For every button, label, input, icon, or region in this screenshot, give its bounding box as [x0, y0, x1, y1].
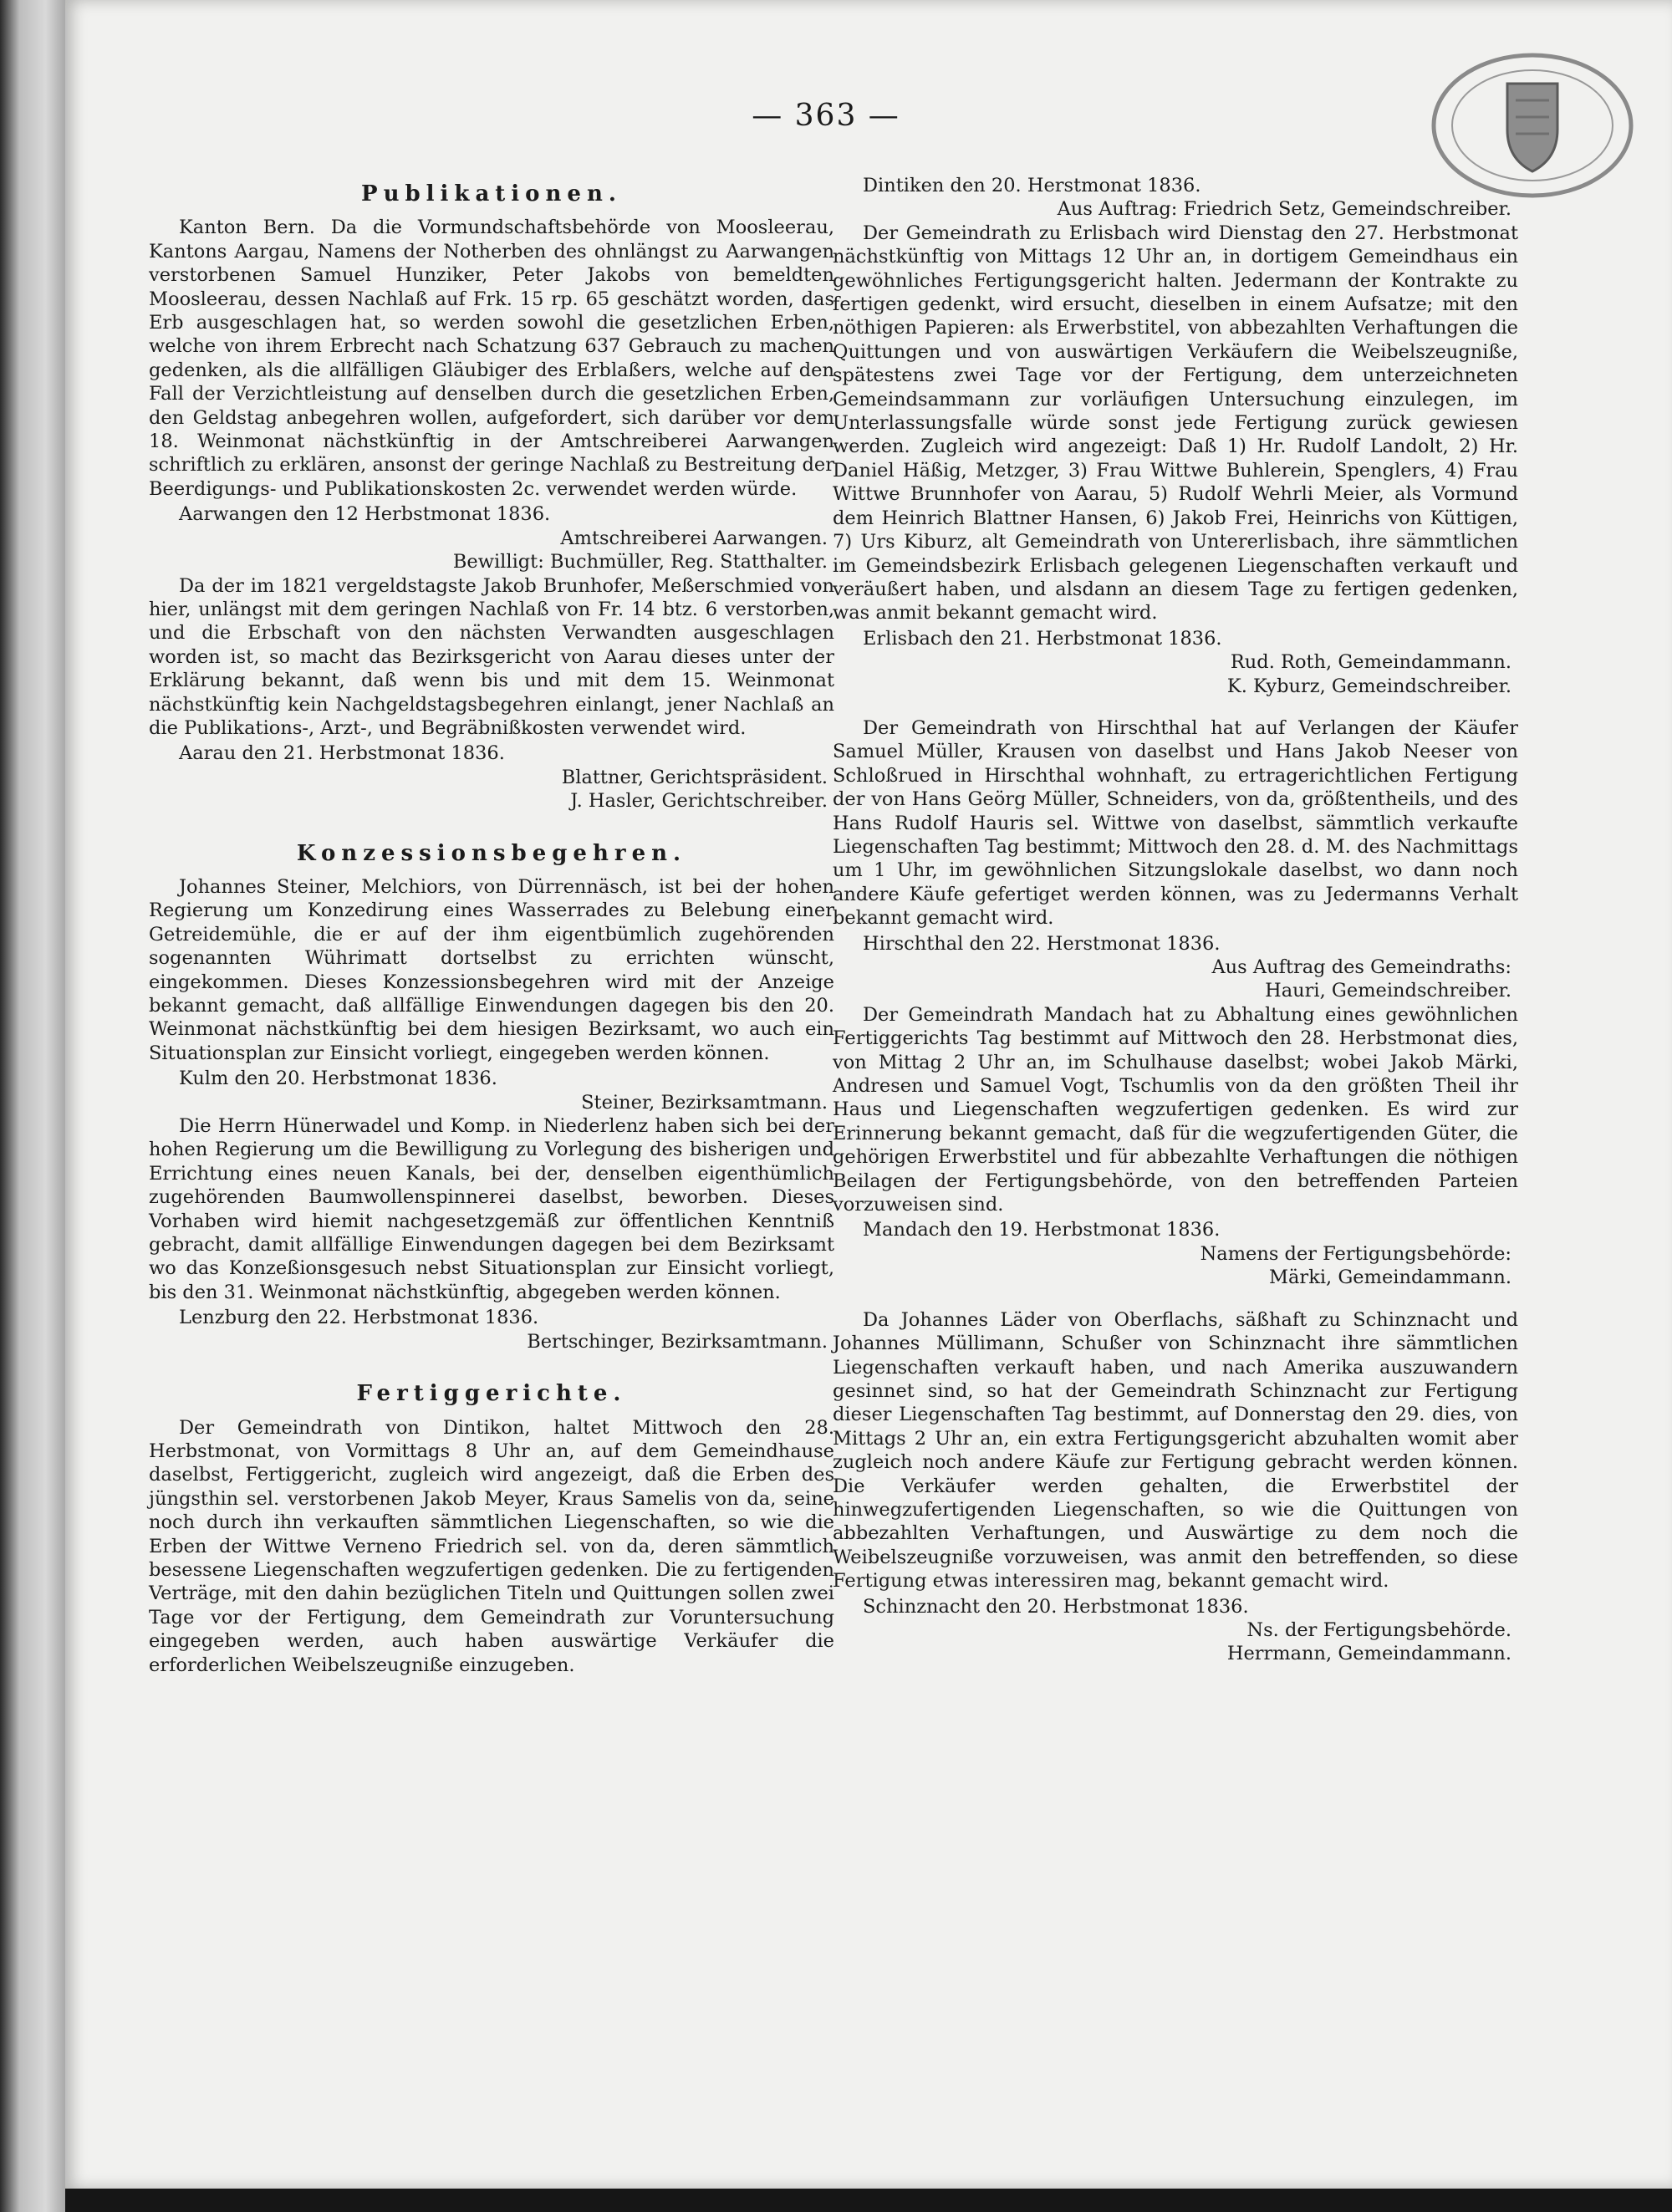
- signature-amtschreiberei: Amtschreiberei Aarwangen.: [560, 527, 828, 549]
- signature-setz: Aus Auftrag: Friedrich Setz, Gemeindschreiber.: [1057, 198, 1511, 221]
- signature-hauri: Hauri, Gemeindschreiber.: [1265, 980, 1511, 1002]
- heading-fertiggerichte: Fertiggerichte.: [356, 1381, 627, 1407]
- signature-hasler: J. Hasler, Gerichtschreiber.: [570, 790, 828, 813]
- notice-moosleerau: Kanton Bern. Da die Vormundschaftsbehörde von Moosleerau, Kantons Aargau, Namens der Notherben des ohnlängst zu Aarwangen verstorbenen Samuel Hunziker, Peter Jakobs von bemeldten Moosleerau, dessen Nachlaß auf Frk. 15 rp. 65 geschätzt worden, das Erb ausgeschlagen hat, so werden sowohl die gesetzlichen Erben, welche von ihrem Erbrecht nach Schatzung 637 Gebrauch zu machen gedenken, als die allfälligen Gläubiger des Erblaßers, welche auf den Fall der Verzichtleistung auf denselben durch die gesetzlichen Erben, den Geldstag anbegehren wollen, aufgefordert, sich darüber vor dem 18. Weinmonat nächstkünftig in der Amtschreiberei Aarwangen schriftlich zu erklären, ansonst der geringe Nachlaß zu Bestreitung der Beerdigungs- und Publikationskosten 2c. verwendet werden würde.: [149, 217, 834, 500]
- signature-statthalter: Bewilligt: Buchmüller, Reg. Statthalter.: [452, 551, 828, 573]
- signature-kyburz: K. Kyburz, Gemeindschreiber.: [1226, 675, 1511, 697]
- notice-mandach: Der Gemeindrath Mandach hat zu Abhaltung eines gewöhnlichen Fertiggerichts Tag bestimmt auf Mittwoch den 28. Herbstmonat dies, von Mittag 2 Uhr an, im Schulhause daselbst; wobei Jakob Märki, Andresen und Samuel Vogt, Tschumlis von da den größten Theil ihr Haus und Liegenschaften wegzufertigen gedenken. Es wird zur Erinnerung bekannt gemacht, daß für die wegzufertigenden Güter, die gehörigen Erwerbstitel und für abbezahlte Verhaftungen die nöthigen Beilagen der Fertigungsbehörde, von den betreffenden Parteien vorzuweisen sind.: [833, 1003, 1518, 1216]
- notice-dintikon: Der Gemeindrath von Dintikon, haltet Mittwoch den 28. Herbstmonat, von Vormittags 8 Uhr an, auf dem Gemeindhause daselbst, Fertiggericht, zugleich wird angezeigt, daß die Erben des jüngsthin sel. verstorbenen Jakob Meyer, Kraus Samelis von da, seine noch durch ihn verkauften sämmtlichen Liegenschaften, so wie die Erben der Wittwe Verneno Friedrich sel. von da, deren sämmtlich besessene Liegenschaften wegzufertigen gedenken. Die zu fertigenden Verträge, mit den dahin bezüglichen Titeln und Quittungen sollen zwei Tage vor der Fertigung, dem Gemeindrath zur Voruntersuchung eingegeben werden, auch haben auswärtige Verkäufer die erforderlichen Weibelszeugniße einzugeben.: [149, 1416, 834, 1676]
- signature-roth: Rud. Roth, Gemeindammann.: [1230, 651, 1511, 674]
- heading-konzessionsbegehren: Konzessionsbegehren.: [296, 840, 687, 866]
- left-column: [149, 176, 834, 1677]
- dateline-schinznacht: Schinznacht den 20. Herbstmonat 1836.: [863, 1595, 1249, 1618]
- signature-maerki: Märki, Gemeindammann.: [1268, 1267, 1511, 1289]
- spacer: [833, 1290, 1518, 1308]
- dateline-mandach: Mandach den 19. Herbstmonat 1836.: [863, 1219, 1221, 1241]
- notice-steiner: Johannes Steiner, Melchiors, von Dürrennäsch, ist bei der hohen Regierung um Konzedirung eines Wasserrades zu Belebung einer Getreidemühle, die er auf der ihm eigentbümlich zugehörenden sogenannten Wührimatt dortselbst zu errichten wünscht, eingekommen. Dieses Konzessionsbegehren wird mit der Anzeige bekannt gemacht, daß allfällige Einwendungen dagegen bis den 20. Weinmonat nächstkünftig bei dem hiesigen Bezirksamt, wo auch ein Situationsplan zur Einsicht vorliegt, eingegeben werden können.: [149, 875, 834, 1064]
- signature-auftrag: Aus Auftrag des Gemeindraths:: [1211, 956, 1511, 978]
- dateline-aarwangen: Aarwangen den 12 Herbstmonat 1836.: [179, 503, 551, 526]
- right-column: [833, 172, 1518, 1666]
- signature-bertschinger: Bertschinger, Bezirksamtmann.: [527, 1330, 828, 1353]
- signature-fertigungsbehoerde: Ns. der Fertigungsbehörde.: [1246, 1618, 1511, 1641]
- left-page-edge: [0, 0, 65, 2212]
- notice-brunhofer: Da der im 1821 vergeldstagste Jakob Brunhofer, Meßerschmied von hier, unlängst mit dem geringen Nachlaß von Fr. 14 btz. 6 verstorben, und die Erbschaft von den nächsten Verwandten ausgeschlagen worden ist, so macht das Bezirksgericht von Aarau dieses unter der Erklärung bekannt, daß wenn bis und mit dem 15. Weinmonat nächstkünftig kein Nachgeldstagsbegehren einlangt, jener Nachlaß an die Publikations-, Arzt-, und Begräbnißkosten verwendet wird.: [149, 574, 834, 739]
- dateline-kulm: Kulm den 20. Herbstmonat 1836.: [179, 1068, 497, 1090]
- document-page: [65, 0, 1672, 2189]
- dateline-hirschthal: Hirschthal den 22. Herstmonat 1836.: [863, 932, 1221, 955]
- signature-blattner: Blattner, Gerichtspräsident.: [561, 766, 828, 788]
- page-number: — 363 —: [752, 99, 900, 133]
- notice-huenerwadel: Die Herrn Hünerwadel und Komp. in Niederlenz haben sich bei der hohen Regierung um die Bewilligung zu Vorlegung des bisherigen und Errichtung eines neuen Kanals, bei der, denselben eigenthümlich zugehörenden Baumwollenspinnerei daselbst, beworben. Dieses Vorhaben wird hiemit nachgesetzgemäß zur öffentlichen Kenntniß gebracht, damit allfällige Einwendungen dagegen bei dem Bezirksamt wo das Konzeßionsgesuch nebst Situationsplan zur Einsicht vorliegt, bis den 31. Weinmonat nächstkünftig, abgegeben werden können.: [149, 1115, 834, 1303]
- notice-schinznacht: Da Johannes Läder von Oberflachs, säßhaft zu Schinznacht und Johannes Müllimann, Schußer von Schinznacht ihre sämmtlichen Liegenschaften verkauft haben, und nach Amerika auszuwandern gesinnet sind, so hat der Gemeindrath Schinznacht zur Fertigung dieser Liegenschaften Tag bestimmt, auf Donnerstag den 29. dies, von Mittags 2 Uhr an, ein extra Fertigungsgericht abzuhalten womit aber zugleich noch andere Käufe zur Fertigung gebracht werden können. Die Verkäufer werden gehalten, die Erwerbstitel der hinwegzufertigenden Liegenschaften, so wie die Quittungen von abbezahlten Verhaftungen, und Auswärtige zu dem noch die Weibelszeugniße vorzuweisen, was anmit den betreffenden, so diese Fertigung etwas interessiren mag, bekannt gemacht wird.: [833, 1308, 1518, 1593]
- dateline-lenzburg: Lenzburg den 22. Herbstmonat 1836.: [179, 1307, 539, 1329]
- notice-hirschthal: Der Gemeindrath von Hirschthal hat auf Verlangen der Käufer Samuel Müller, Krausen von daselbst und Hans Jakob Neeser von Schloßrued in Hirschthal wohnhaft, zu ertragerichtlichen Fertigung der von Hans Geörg Müller, Schneiders, von da, größtentheils, und des Hans Rudolf Hauris sel. Wittwe von daselbst, sämmtlich verkaufte Liegenschaften Tag bestimmt; Mittwoch den 28. d. M. des Nachmittags um 1 Uhr, im gewöhnlichen Sitzungslokale daselbst, wo dann noch andere Käufe gefertiget werden können, was zu Jedermanns Verhalt bekannt gemacht wird.: [833, 716, 1518, 930]
- dateline-aarau: Aarau den 21. Herbstmonat 1836.: [179, 742, 505, 765]
- signature-herrmann: Herrmann, Gemeindammann.: [1226, 1643, 1511, 1665]
- dateline-erlisbach: Erlisbach den 21. Herbstmonat 1836.: [863, 627, 1222, 650]
- notice-erlisbach: Der Gemeindrath zu Erlisbach wird Dienstag den 27. Herbstmonat nächstkünftig von Mittags 12 Uhr an, in dortigem Gemeindhaus ein gewöhnliches Fertigungsgericht halten. Jedermann der Kontrakte zu fertigen gedenkt, wird ersucht, dieselben in einem Aufsatze; mit den nöthigen Papieren: als Erwerbstitel, von abbezahlten Verhaftungen die Quittungen und von auswärtigen Verkäufern die Weibelszeugniße, spätestens zwei Tage vor der Fertigung, dem unterzeichneten Gemeindsammann zur vorläufigen Untersuchung einzulegen, im Unterlassungsfalle würde sonst jede Fertigung zurück gewiesen werden. Zugleich wird angezeigt: Daß 1) Hr. Rudolf Landolt, 2) Hr. Daniel Häßig, Metzger, 3) Frau Wittwe Buhlerein, Spenglers, 4) Frau Wittwe Brunnhofer von Aarau, 5) Rudolf Wehrli Meier, als Vormund dem Heinrich Blattner Hansen, 6) Jakob Frei, Heinrichs von Küttigen, 7) Urs Kiburz, alt Gemeindrath von Untererlisbach, ihre sämmtlichen im Gemeindsbezirk Erlisbach gelegenen Liegenschaften verkauft und veräußert haben, und alsdann an diesem Tage zu fertigen gedenken, was anmit bekannt gemacht wird.: [833, 222, 1518, 624]
- signature-namens: Namens der Fertigungsbehörde:: [1200, 1242, 1511, 1265]
- heading-publikationen: Publikationen.: [361, 181, 622, 206]
- dateline-dintiken: Dintiken den 20. Herstmonat 1836.: [863, 175, 1201, 196]
- spacer: [833, 698, 1518, 716]
- signature-steiner: Steiner, Bezirksamtmann.: [581, 1091, 828, 1114]
